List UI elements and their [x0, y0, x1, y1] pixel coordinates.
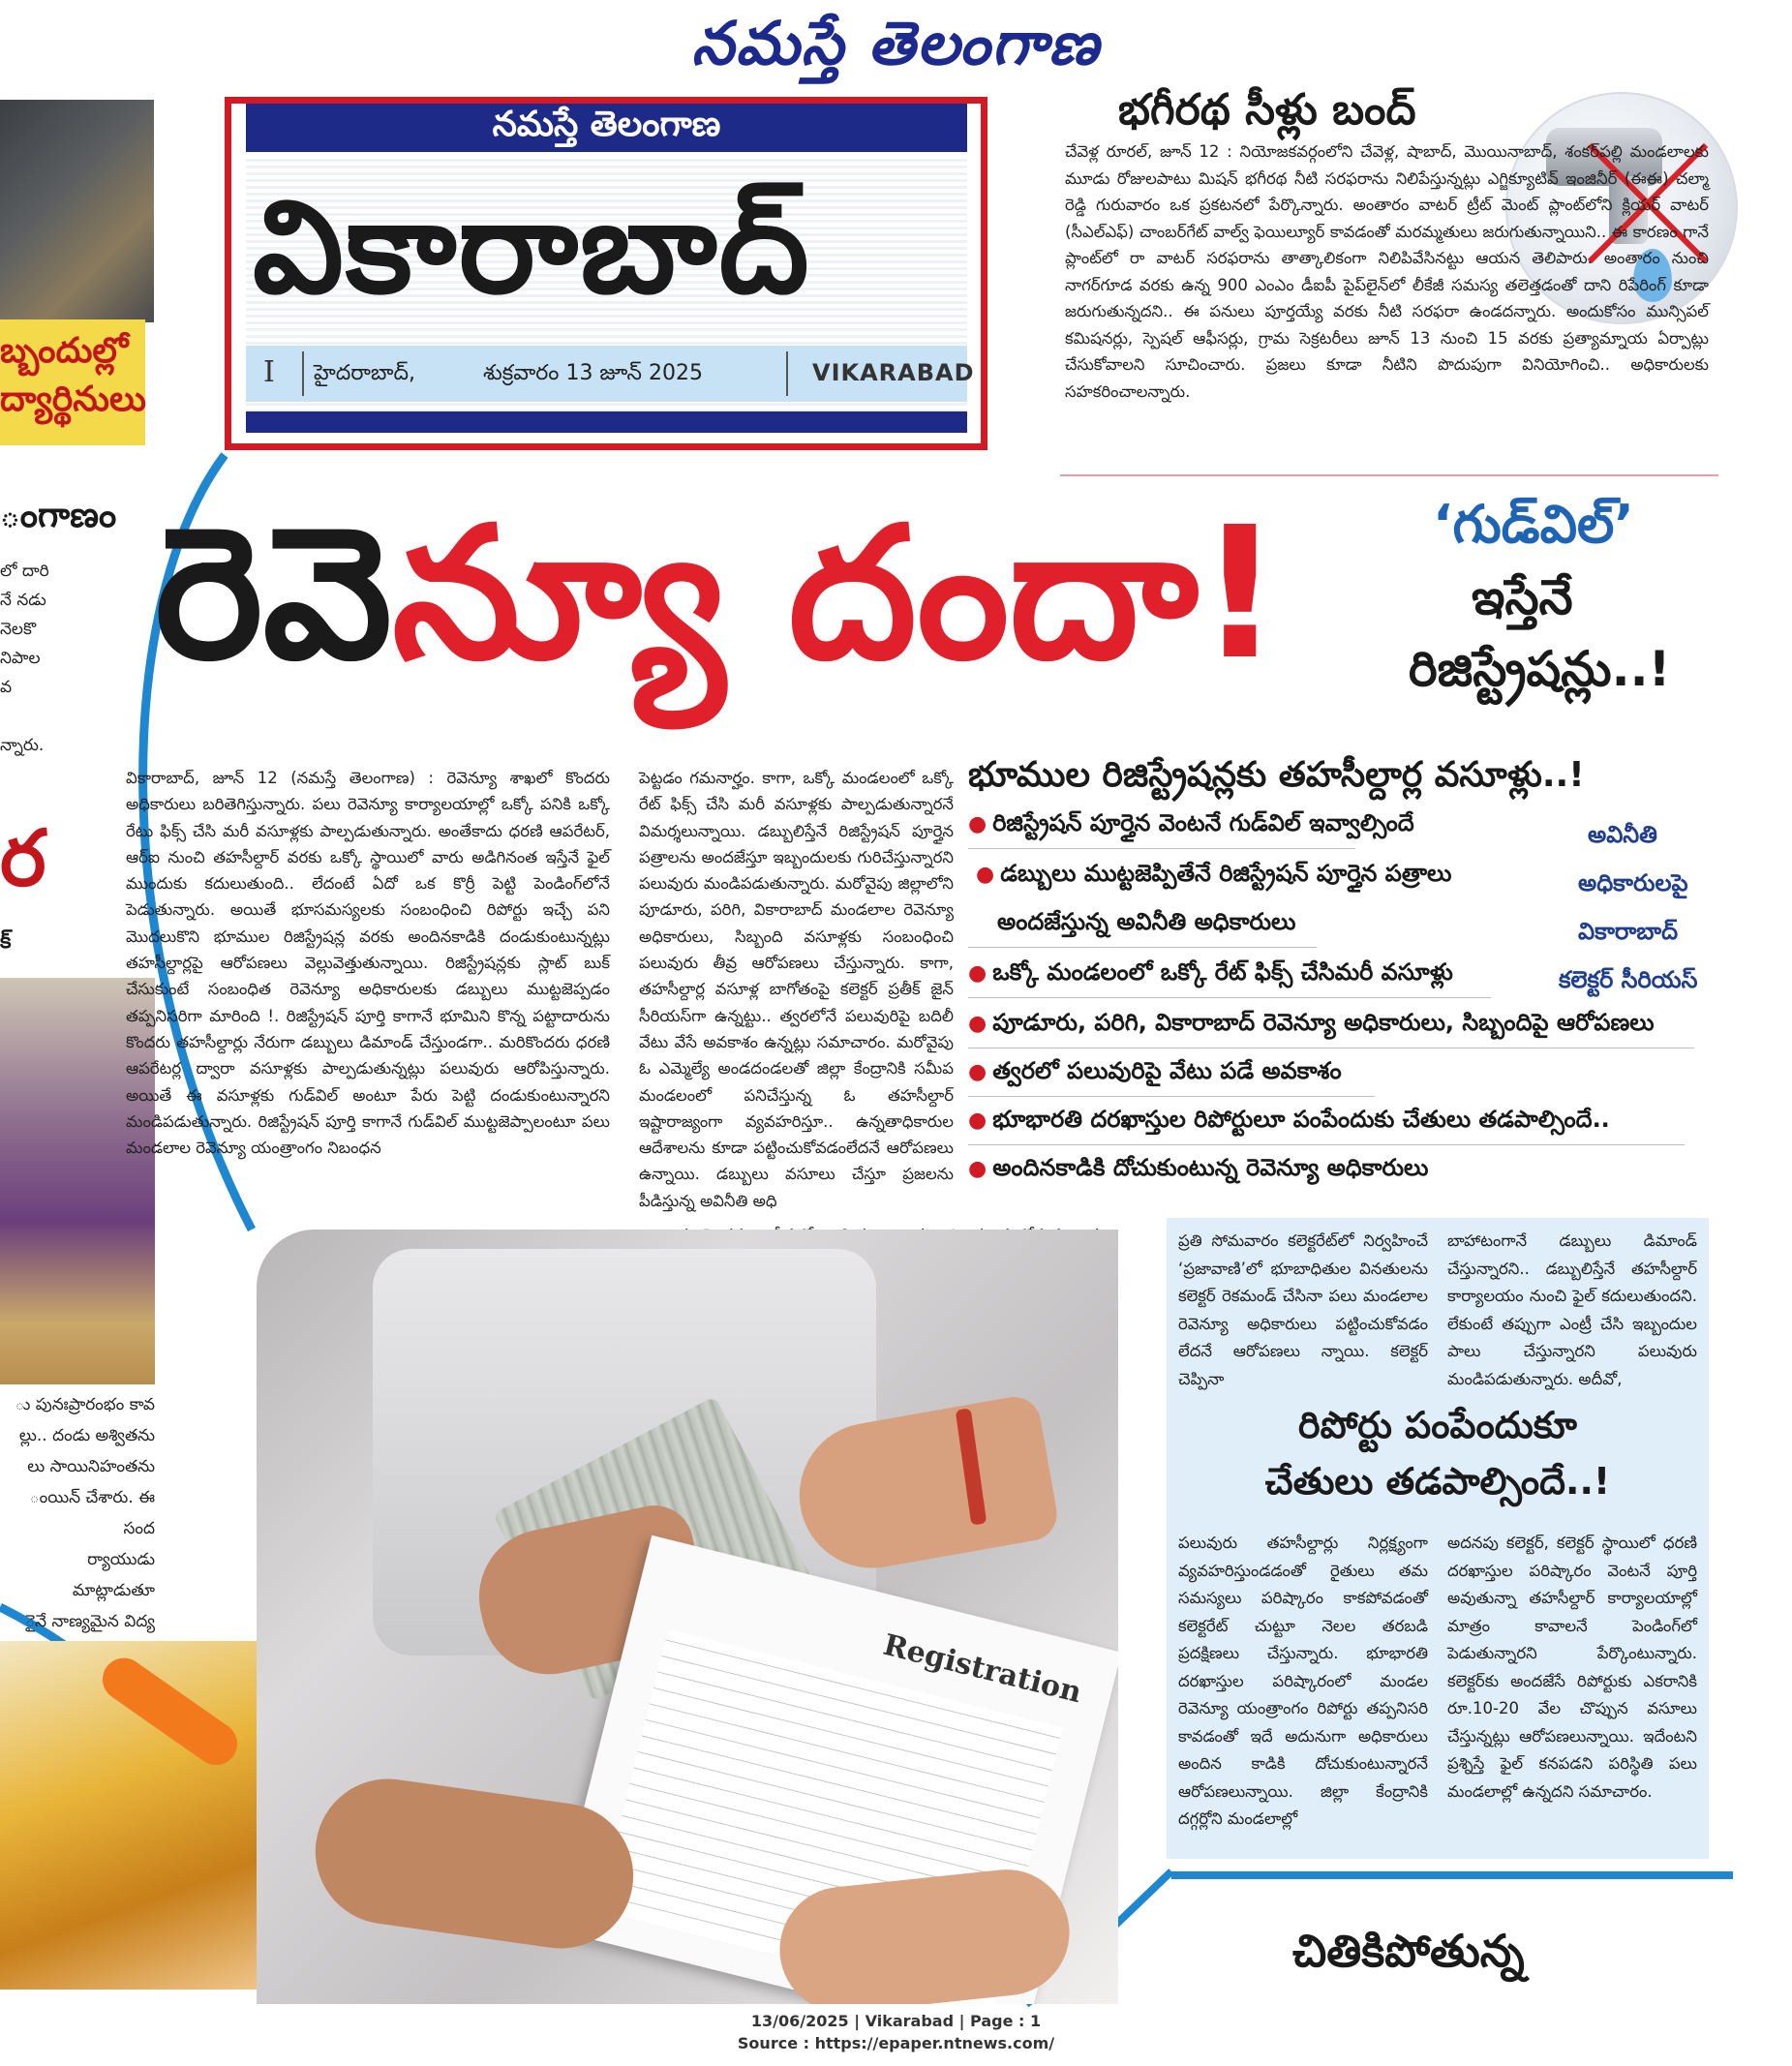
- bullet-item: [968, 1057, 1342, 1090]
- nameplate-bottom-bar: [246, 411, 967, 433]
- dateline-edition: VIKARABAD: [812, 359, 975, 386]
- bullet-item: [968, 1009, 1655, 1042]
- bottom-teaser-headline: చితికిపోతున్న: [1292, 1925, 1525, 1977]
- top-right-story-body: చేవెళ్ల రూరల్, జూన్ 12 : నియోజకవర్గంలోని చేవెళ్ల, షాబాద్, మొయినాబాద్, శంకర్‌పల్లి మండలాలకు మూడు రోజులపాటు మిషన్ భగీరథ నీటి సరఫరాను నిలిపేస్తున్నట్లు ఎగ్జిక్యూటివ్ ఇంజినీర్ (ఈఈ) చల్మా రెడ్డి గురువారం ఒక ప్రకటనలో పేర్కొన్నారు. అంతారం వాటర్ ట్రీట్ మెంట్ ప్లాంట్‌లోని క్లియర్ వాటర్ (సీఎల్‌ఎఫ్) చాంబర్‌గేట్ వాల్వ్ ఫెయిల్యూర్ కావడంతో మరమ్మతులు జరుగుతున్నాయిని.. ఈ కారణం గానే ప్లాంట్‌లో రా వాటర్ సరఫరాను తాత్కాలికంగా నిలిపివేసినట్టు ఆయన తెలిపారు. అంతారం నుంచి నాగర్‌గూడ వరకు ఉన్న 900 ఎంఎం డీఐపీ పైప్‌లైన్‌లో లీకేజీ సమస్య తలెత్తడంతో దాని రిపేరింగ్ కూడా జరుగుతున్నదని.. ఈ పనులు పూర్తయ్యే వరకు నీటి సరఫరా ఉండదన్నారు. అందుకోసం మున్సిపల్ కమిషనర్లు, స్పెషల్ ఆఫీసర్లు, గ్రామ సెక్రటరీలు జూన్ 13 నుంచి 15 వరకు ప్రత్యామ్నాయ ఏర్పాట్లు చేసుకోవాలని సూచించారు. ప్రజలు కూడా నీటిని పొదుపుగా వినియోగించి.. అధికారులకు సహకరించాలన్నారు.: [1065, 142, 1709, 401]
- bullet-text: త్వరలో పలువురిపై వేటు పడే అవకాశం: [992, 1057, 1342, 1084]
- bullet-text: డబ్బులు ముట్టజెప్పితేనే రిజిస్ట్రేషన్ పూర్తైన పత్రాలు: [1000, 860, 1452, 887]
- bullet-dot-icon: ●: [968, 1060, 987, 1084]
- footer-source: Source : https://epaper.ntnews.com/: [737, 2034, 1055, 2052]
- divider: [968, 997, 1491, 998]
- subheadline: భూముల రిజిస్ట్రేషన్లకు తహసీల్దార్ల వసూళ్లు..!: [968, 755, 1585, 795]
- dateline-mark: I: [263, 355, 275, 389]
- dateline-separator: [786, 351, 788, 396]
- bullet-text: అందజేస్తున్న అవినీతి అధికారులు: [997, 908, 1296, 935]
- left-big-letter: ర: [0, 813, 46, 903]
- headline-black-part: రెవె: [155, 488, 393, 700]
- divider-band: [1171, 1871, 1733, 1879]
- left-story-snippet: [0, 557, 58, 760]
- left-snippet-line: న్నారు.: [0, 736, 45, 755]
- main-headline: [155, 488, 1282, 700]
- sidebox-column-2: బాహాటంగానే డబ్బులు డిమాండ్ చేస్తున్నారని.. డబ్బులిస్తేనే తహసీల్దార్ కార్యాలయం నుంచి ఫైల్ కదులుతుందని. లేకుంటే తప్పుగా ఎంట్రీ చేసి ఇబ్బందుల పాలు చేస్తున్నారని పలువురు మండిపడుతున్నారు. అదీవో,: [1447, 1231, 1697, 1388]
- edition-nameplate: [225, 97, 987, 450]
- nameplate-top-banner: నమస్తే తెలంగాణ: [246, 104, 967, 152]
- footer-page-info: 13/06/2025 | Vikarabad | Page : 1: [750, 2012, 1042, 2030]
- top-right-headline: భగీరథ సీళ్లు బంద్: [1118, 85, 1416, 135]
- bullet-text: పూడూరు, పరిగి, వికారాబాద్ రెవెన్యూ అధికారులు, సిబ్బందిపై ఆరోపణలు: [992, 1009, 1655, 1036]
- dateline-separator: [302, 351, 304, 396]
- edition-title: వికారాబాద్: [253, 173, 811, 322]
- bullet-text: అందినకాడికి దోచుకుంటున్న రెవెన్యూ అధికారులు: [992, 1154, 1429, 1181]
- left-body-line: ైనే నాణ్యమైన విద్య: [25, 1612, 155, 1631]
- bullet-dot-icon: ●: [976, 863, 995, 887]
- left-body-line: ు పునఃప్రారంభం కావ: [15, 1395, 155, 1414]
- left-snippet-line: నే నడు: [0, 591, 46, 610]
- left-photo-top: [0, 100, 160, 322]
- divider: [968, 1096, 1375, 1097]
- left-story-heading: ంగాణం: [0, 496, 117, 535]
- left-body-line: ర్యాయుడు మాట్లాడుతూ: [72, 1550, 155, 1600]
- bribe-handover-photo: [257, 1230, 1118, 2004]
- bullet-text: రిజిస్ట్రేషన్ పూర్తైన వెంటనే గుడ్‌విల్ ఇవ్వాల్సిందే: [992, 809, 1414, 836]
- bullet-dot-icon: ●: [968, 961, 987, 986]
- side-tag: అవినీతి: [1588, 821, 1657, 848]
- dateline-city: హైదరాబాద్,: [314, 361, 415, 385]
- dateline-bar: [246, 346, 975, 402]
- bullet-item: [968, 809, 1414, 842]
- masthead-title: నమస్తే తెలంగాణ: [691, 8, 1101, 78]
- bullet-dot-icon: ●: [968, 812, 987, 836]
- left-body-line: ల్లు.. దండు అశ్వితను: [18, 1426, 155, 1445]
- sidebox-headline-1: రిపోర్టు పంపేందుకూ: [1298, 1404, 1577, 1446]
- bullet-item: [968, 958, 1453, 991]
- side-tag: కలెక్టర్ సీరియస్: [1559, 966, 1698, 993]
- left-snippet-line: నెలకొ: [0, 620, 37, 639]
- story-column-1: వికారాబాద్, జూన్ 12 (నమస్తే తెలంగాణ) : రెవెన్యూ శాఖలో కొందరు అధికారులు బరితెగిస్తున్నారు. పలు రెవెన్యూ కార్యాలయాల్లో ఒక్కో పనికి ఒక్కో రేటు ఫిక్స్ చేసి మరీ వసూళ్లకు పాల్పడుతున్నారు. అంతేకాదు ధరణి ఆపరేటర్, ఆర్‌ఐ నుంచి తహసీల్దార్ వరకు ఒక్కో స్థాయిలో వారు అడిగినంత ఇస్తేనే ఫైల్ ముందుకు కదులుతుంది.. లేదంటే ఏదో ఒక కొర్రీ పెట్టి పెండింగ్‌లోనే పెడుతున్నారు. అయితే భూసమస్యలకు సంబంధించి రిపోర్టు ఇచ్చే పని మొదలుకొని భూముల రిజిస్ట్రేషన్ల వరకు అందినకాడికి దండుకుంటున్నట్లు తహసీల్దార్లపై ఆరోపణలు వెల్లువెత్తుతున్నాయి. రిజిస్ట్రేషన్లకు స్లాట్ బుక్ చేసుకుంటే సంబంధిత రెవెన్యూ అధికారులకు డబ్బులు ముట్టజెప్పడం తప్పనిసరిగా మారింది !. రిజిస్ట్రేషన్ పూర్తి కాగానే భూమిని కొన్న పట్టాదారును కొందరు తహసీల్దార్లు నేరుగా డబ్బులు డిమాండ్ చేస్తుండగా.. మరికొందరు ధరణి ఆపరేటర్ల ద్వారా వసూళ్లకు పాల్పడుతున్నట్లు పలువురు ఆరోపిస్తున్నారు. అయితే ఈ వసూళ్లకు గుడ్‌విల్ అంటూ పేరు పెట్టి దండుకుంటున్నారని మండిపడుతున్నారు. రిజిస్ట్రేషన్ పూర్తి కాగానే గుడ్‌విల్ ముట్టజెప్పాలంటూ పలు మండలాల రెవెన్యూ యంత్రాంగం నిబంధన: [126, 769, 610, 1158]
- goodwill-title: ‘గుడ్‌విల్’: [1433, 494, 1634, 555]
- left-body-line: ంయిన్ చేశారు. ఈ సంద: [29, 1488, 155, 1538]
- divider: [968, 1144, 1685, 1145]
- sidebox-column-4: అదనపు కలెక్టర్, కలెక్టర్ స్థాయిలో ధరణి దరఖాస్తుల పరిష్కారం వెంటనే పూర్తి అవుతున్నా తహసీల్దార్ కార్యాలయాల్లో మాత్రం కావాలనే పెండింగ్‌లో పెడుతున్నారని పేర్కొంటున్నారు. కలెక్టర్‌కు అందజేసే రిపోర్టుకు ఎకరానికి రూ.10-20 వేల చొప్పున వసూలు చేస్తున్నట్లు ఆరోపణలున్నాయి. ఇదేంటని ప్రశ్నిస్తే ఫైల్ కనపడని పరిస్థితి పలు మండలాల్లో ఉన్నదని సమాచారం.: [1447, 1534, 1697, 1801]
- left-small-letter: క్: [0, 929, 12, 954]
- bullet-item: [976, 860, 1451, 893]
- headline-red-part: న్యూ దందా!: [392, 488, 1282, 700]
- story-column-2: పెట్టడం గమనార్హం. కాగా, ఒక్కో మండలంలో ఒక్కో రేట్ ఫిక్స్ చేసి మరీ వసూళ్లకు పాల్పడుతున్నారనే విమర్శలున్నాయి. డబ్బులిస్తేనే రిజిస్ట్రేషన్ పూర్తైన పత్రాలను అందజేస్తూ ఇబ్బందులకు గురిచేస్తున్నారని పలువురు మండిపడుతున్నారు. మరోవైపు జిల్లాలోని పూడూరు, పరిగి, వికారాబాద్ మండలాల రెవెన్యూ అధికారులు, సిబ్బంది వసూళ్లకు సంబంధించి పలువురు తీవ్ర ఆరోపణలు చేస్తున్నారు. కాగా, తహసీల్దార్ల వసూళ్ల బాగోతంపై కలెక్టర్ ప్రతీక్ జైన్ సీరియస్‌గా ఉన్నట్టు.. త్వరలోనే పలువురిపై బదిలీ వేటు వేసే అవకాశం ఉన్నట్లు సమాచారం. మరోవైపు ఓ ఎమ్మెల్యే అండదండలతో జిల్లా కేంద్రానికి సమీప మండలంలో పనిచేస్తున్న ఓ తహసీల్దార్ ఇష్టారాజ్యంగా వ్యవహరిస్తూ.. ఉన్నతాధికారుల ఆదేశాలను కూడా పట్టించుకోవడంలేదనే ఆరోపణలు ఉన్నాయి. డబ్బులు వసూలు చేస్తూ ప్రజలను పీడిస్తున్న అవినీతి అధి: [639, 769, 954, 1210]
- left-snippet-line: [0, 702, 58, 731]
- sidebox-column-1: ప్రతి సోమవారం కలెక్టరేట్‌లో నిర్వహించే ‘ప్రజావాణి’లో భూబాధితుల వినతులను కలెక్టర్ రెకమండ్ చేసినా పలు మండలాల రెవెన్యూ అధికారులు పట్టించుకోవడం లేదనే ఆరోపణలు న్నాయి. కలెక్టర్ చెప్పినా: [1178, 1231, 1428, 1388]
- dateline-date: శుక్రవారం 13 జూన్ 2025: [483, 361, 703, 385]
- left-yellow-headline-box: [0, 319, 145, 445]
- masthead: [0, 0, 1792, 92]
- sidebox-column-3: పలువురు తహసీల్దార్లు నిర్లక్ష్యంగా వ్యవహరిస్తుండడంతో రైతులు తమ సమస్యలు పరిష్కారం కాకపోవడంతో కలెక్టరేట్ చుట్టూ నెలల తరబడి ప్రదక్షిణలు చేస్తున్నారు. భూభారతి దరఖాస్తుల పరిష్కారంలో మండల రెవెన్యూ యంత్రాంగం రిపోర్టు తప్పనిసరి కావడంతో ఇదే అదునుగా అధికారులు అందిన కాడికి దోచుకుంటున్నారనే ఆరోపణలున్నాయి. జిల్లా కేంద్రానికి దగ్గర్లోని మండలాల్లో: [1178, 1534, 1428, 1828]
- form-title: Registration: [879, 1627, 1085, 1711]
- bullet-dot-icon: ●: [968, 1012, 987, 1036]
- left-snippet-line: లో దారి: [0, 562, 49, 581]
- left-snippet-line: నిపాల: [0, 649, 41, 668]
- divider: [968, 947, 1317, 948]
- bullet-item-continued: [997, 908, 1295, 941]
- side-tag: వికారాబాద్: [1578, 918, 1679, 945]
- left-body-line: లు సాయినిహంతను: [27, 1457, 155, 1476]
- bullet-dot-icon: ●: [968, 1157, 987, 1181]
- goodwill-line-3: రిజిస్ట్రేషన్లు..!: [1409, 641, 1671, 697]
- left-snippet-line: వ: [0, 678, 13, 697]
- bullet-text: భూభారతి దరఖాస్తుల రిపోర్టులూ పంపేందుకు చేతులు తడపాల్సిందే..: [992, 1106, 1610, 1133]
- sidebar-story-box: [1167, 1218, 1709, 1859]
- left-yellow-line-1: బ్బందుల్లో: [0, 331, 129, 371]
- left-yellow-line-2: ద్యార్థినులు: [0, 380, 146, 419]
- bullet-text: ఒక్కో మండలంలో ఒక్కో రేట్ ఫిక్స్ చేసిమరీ వసూళ్లు: [992, 958, 1453, 986]
- divider: [968, 848, 1355, 849]
- bullet-item: [968, 1154, 1428, 1187]
- goodwill-line-2: ఇస్తేనే: [1472, 569, 1573, 625]
- bullet-item: [968, 1106, 1610, 1139]
- side-tag: అధికారులపై: [1578, 869, 1688, 896]
- divider: [1060, 474, 1718, 476]
- bullet-dot-icon: ●: [968, 1109, 987, 1133]
- sidebox-headline-2: చేతులు తడపాల్సిందే..!: [1264, 1460, 1611, 1503]
